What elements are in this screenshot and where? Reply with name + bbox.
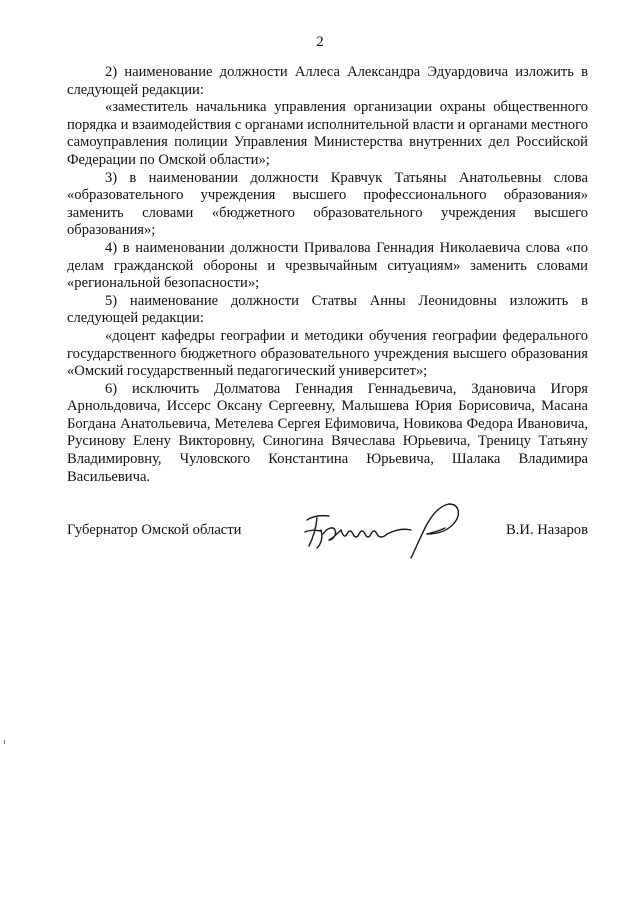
paragraph-item-5: 5) наименование должности Статвы Анны Леонидовны изложить в следующей редакции:: [67, 292, 588, 327]
paragraph-item-6: 6) исключить Долматова Геннадия Геннадьевича, Здановича Игоря Арнольдовича, Иссерс Оксану Сергеевну, Малышева Юрия Борисовича, Масана Богдана Анатольевича, Метелева Сергея Ефимовича, Новикова Федора Ивановича, Русинову Елену Викторовну, Синогина Вячеслава Юрьевича, Треницу Татьяну Владимировну, Чуловского Константина Юрьевича, Шалака Владимира Васильевича.: [67, 380, 588, 485]
paragraph-item-2: 2) наименование должности Аллеса Александра Эдуардовича изложить в следующей редакции:: [67, 64, 588, 98]
margin-mark: [4, 740, 5, 744]
paragraph-item-3: 3) в наименовании должности Кравчук Татьяны Анатольевны слова «образовательного учреждения высшего профессионального образования» заменить словами «бюджетного образовательного учреждения высшего образования»;: [67, 169, 588, 239]
paragraph-quote-2: «доцент кафедры географии и методики обучения географии федерального государственного бюджетного образовательного учреждения высшего образования «Омский государственный педагогический университет»;: [67, 327, 588, 380]
signatory-position: Губернатор Омской области: [67, 522, 242, 538]
handwritten-signature-icon: [299, 500, 469, 562]
signature-block: [67, 500, 588, 570]
paragraph-item-4: 4) в наименовании должности Привалова Геннадия Николаевича слова «по делам гражданской обороны и чрезвычайным ситуациям» заменить словами «региональной безопасности»;: [67, 239, 588, 292]
paragraph-quote-1: «заместитель начальника управления организации охраны общественного порядка и взаимодействия с органами исполнительной власти и органами местного самоуправления полиции Управления Министерства внутренних дел Российской Федерации по Омской области»;: [67, 99, 588, 168]
document-body: [67, 64, 588, 486]
page-number: 2: [316, 34, 324, 50]
signatory-name: В.И. Назаров: [506, 522, 588, 538]
